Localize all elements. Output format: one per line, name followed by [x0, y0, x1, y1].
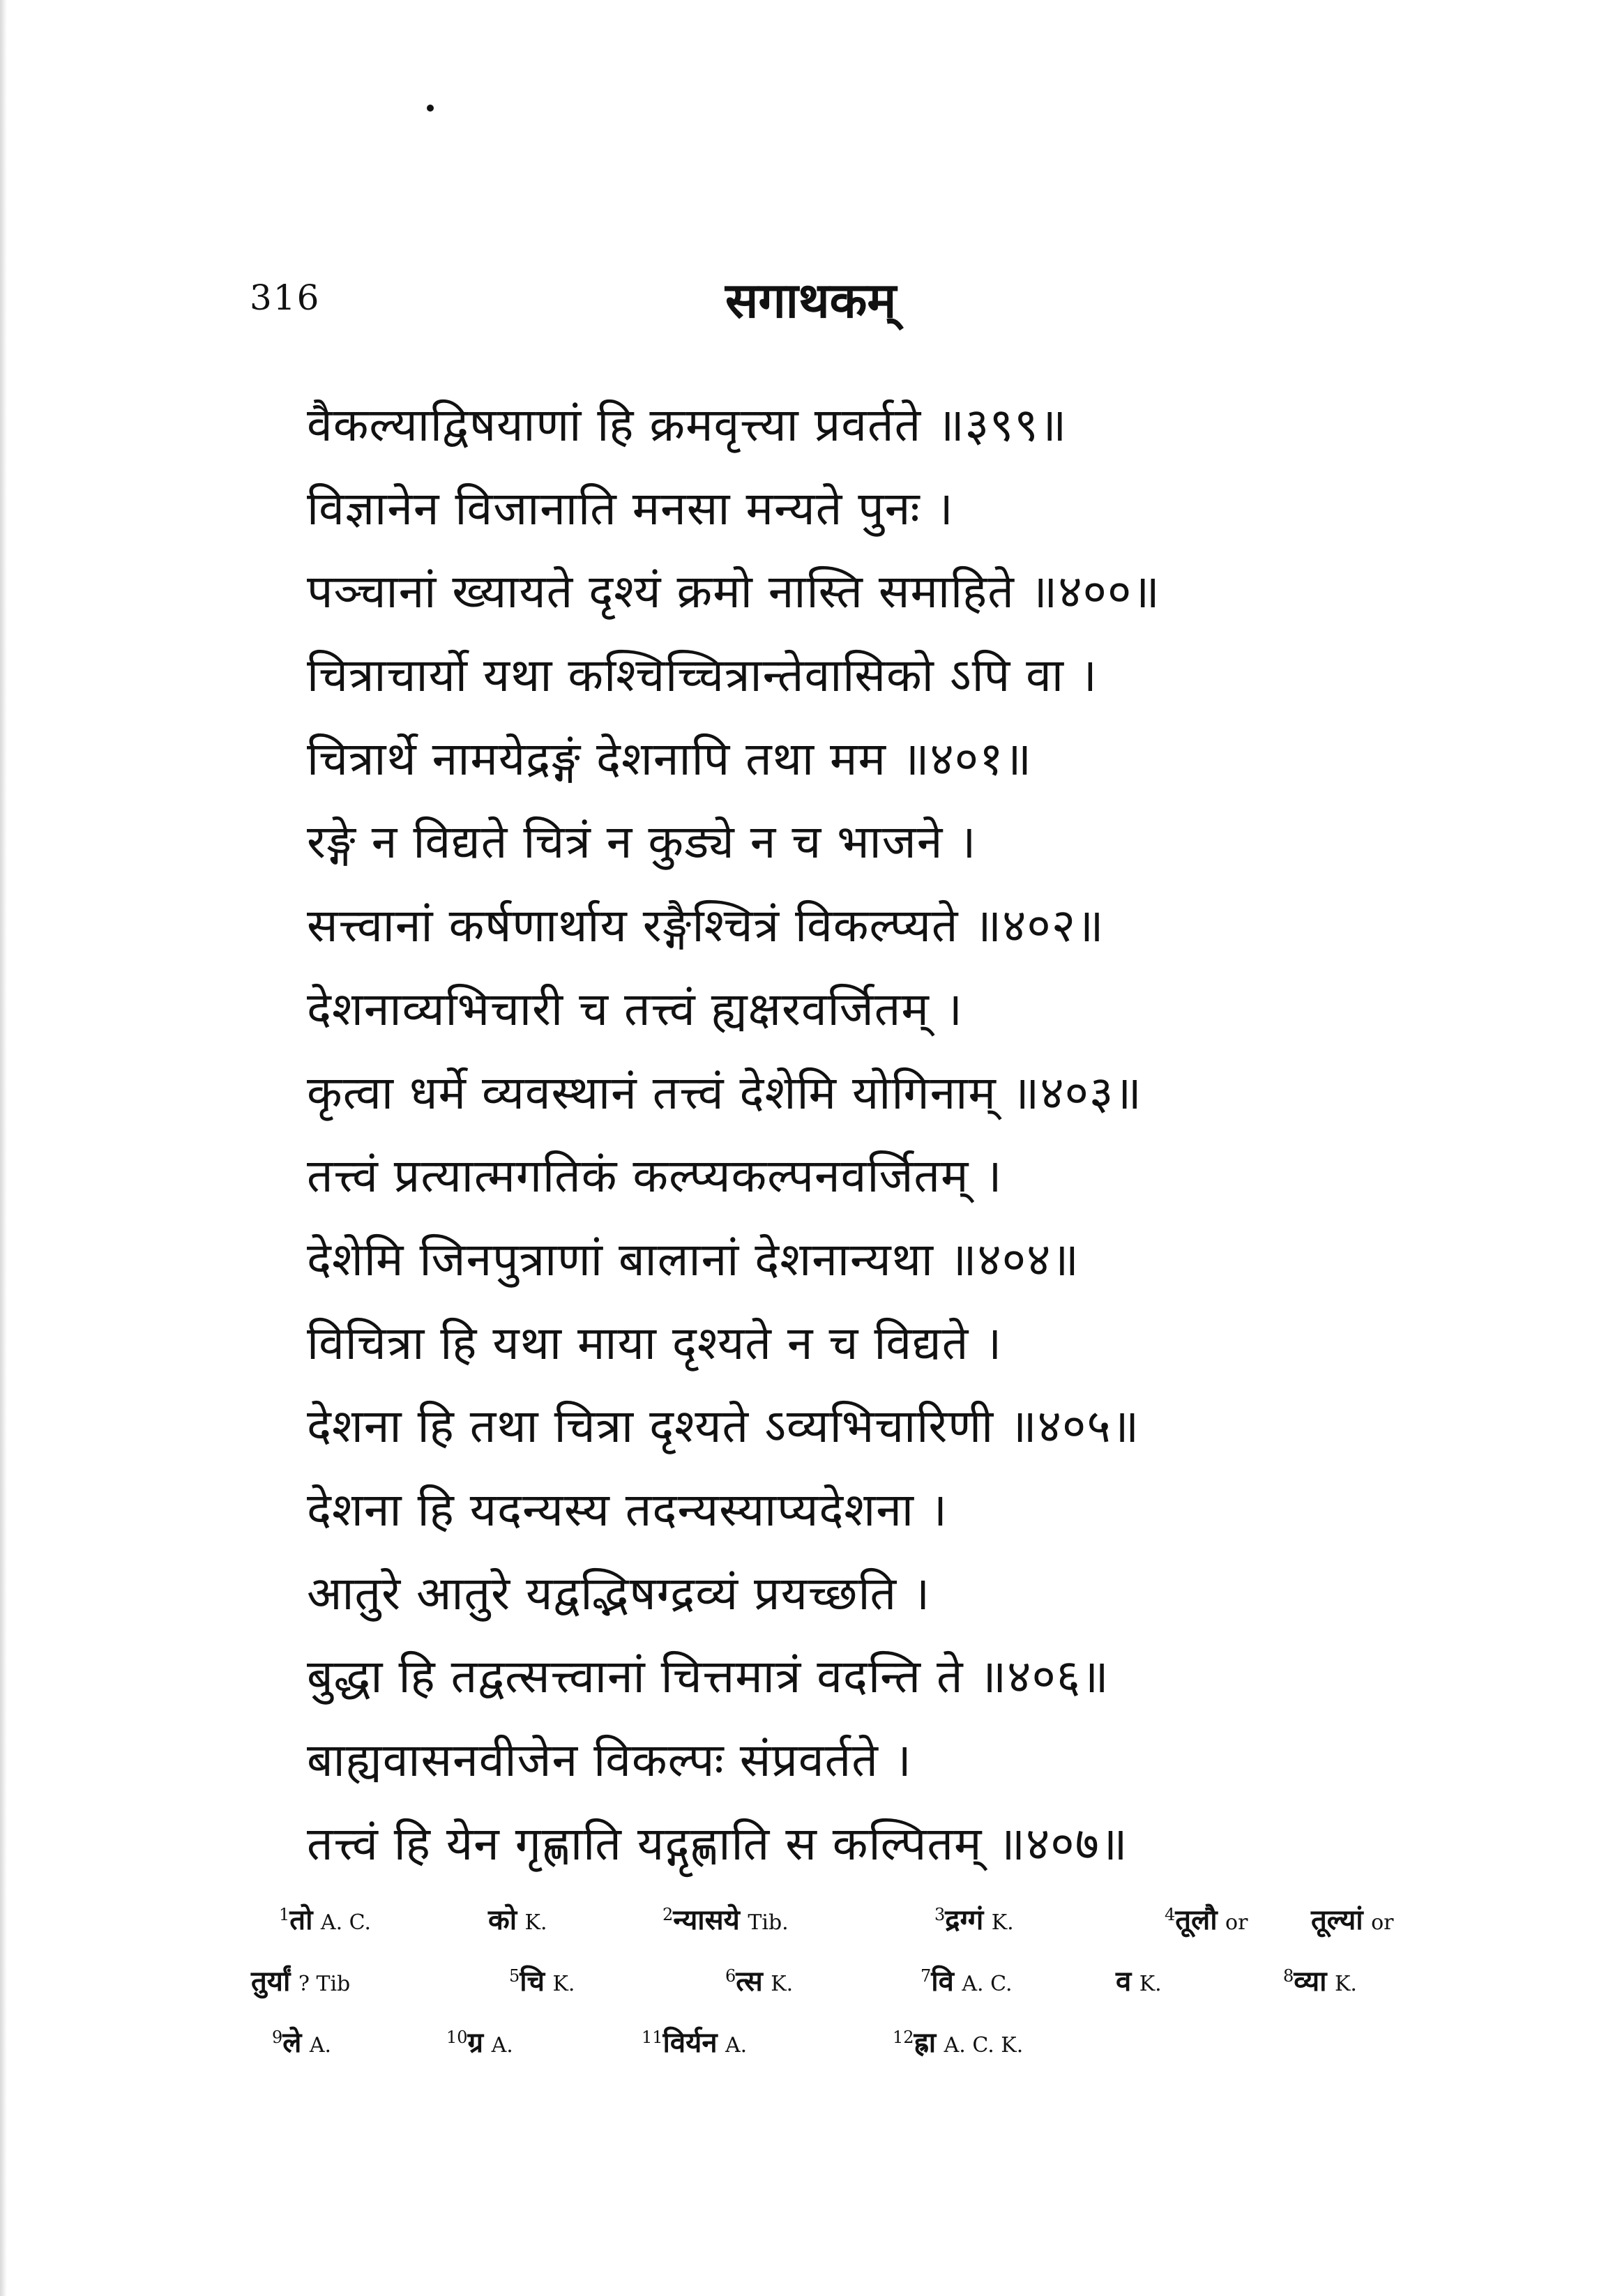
- footnote: को K.: [488, 1904, 547, 1936]
- footnote: $^7$वि A. C.: [921, 1966, 1013, 1998]
- verse-line: चित्रार्थे नामयेद्रङ्गं देशनापि तथा मम ॥४०१॥: [307, 731, 1032, 786]
- verse-line: सत्त्वानां कर्षणार्थाय रङ्गैश्चित्रं विकल्प्यते ॥४०२॥: [307, 899, 1105, 953]
- footnote: व K.: [1116, 1966, 1162, 1998]
- verse-line: रङ्गे न विद्यते चित्रं न कुड्ये न च भाजने ।: [307, 815, 977, 869]
- footnote-row: [251, 1890, 1437, 1951]
- footnote: $^2$न्यासये Tib.: [662, 1904, 789, 1936]
- page-number: 316: [250, 278, 321, 318]
- scan-speck: [427, 105, 434, 112]
- verse-line: चित्राचार्यो यथा कश्चिच्चित्रान्तेवासिको ऽपि वा ।: [307, 648, 1098, 703]
- footnote: $^1$तो A. C.: [279, 1904, 372, 1936]
- verse-line: देशना हि यदन्यस्य तदन्यस्याप्यदेशना ।: [307, 1482, 948, 1537]
- verse-line: बाह्यवासनवीजेन विकल्पः संप्रवर्तते ।: [307, 1733, 912, 1787]
- footnote: तूल्यां or: [1311, 1904, 1394, 1936]
- verse-line: पञ्चानां ख्यायते दृश्यं क्रमो नास्ति समाहिते ॥४००॥: [307, 565, 1160, 619]
- verse-line: विज्ञानेन विजानाति मनसा मन्यते पुनः ।: [307, 481, 954, 535]
- verse-block: [307, 383, 1492, 1885]
- verse-line: तत्त्वं प्रत्यात्मगतिकं कल्प्यकल्पनवर्जितम् ।: [307, 1149, 1003, 1203]
- footnote: $^6$त्स K.: [725, 1966, 794, 1998]
- footnote: $^{10}$ग्र A.: [446, 2027, 513, 2059]
- footnote-row: [251, 2012, 1437, 2074]
- footnote: $^8$व्या K.: [1283, 1966, 1357, 1998]
- footnote: $^{11}$विर्यन A.: [642, 2027, 748, 2059]
- verse-line: बुद्धा हि तद्वत्सत्त्वानां चित्तमात्रं वदन्ति ते ॥४०६॥: [307, 1650, 1109, 1704]
- scan-edge-shadow: [0, 0, 7, 2296]
- footnote: $^9$ले A.: [272, 2027, 332, 2059]
- footnote: $^{12}$ह्रा A. C. K.: [893, 2027, 1024, 2059]
- verse-line: कृत्वा धर्मे व्यवस्थानं तत्त्वं देशेमि योगिनाम् ॥४०३॥: [307, 1065, 1142, 1120]
- footnotes: [251, 1890, 1437, 2074]
- footnote: $^5$चि K.: [509, 1966, 575, 1998]
- verse-line: देशना हि तथा चित्रा दृश्यते ऽव्यभिचारिणी ॥४०५॥: [307, 1399, 1140, 1454]
- footnote-row: [251, 1951, 1437, 2012]
- verse-line: वैकल्याद्विषयाणां हि क्रमवृत्त्या प्रवर्तते ॥३९९॥: [307, 398, 1068, 452]
- verse-line: विचित्रा हि यथा माया दृश्यते न च विद्यते ।: [307, 1316, 1003, 1370]
- footnote: तुर्यां ? Tib: [251, 1966, 351, 1998]
- footnote: $^3$द्रग्गं K.: [934, 1904, 1014, 1936]
- verse-line: देशेमि जिनपुत्राणां बालानां देशनान्यथा ॥४०४॥: [307, 1232, 1079, 1286]
- verse-line: आतुरे आतुरे यद्वद्भिषग्द्रव्यं प्रयच्छति ।: [307, 1566, 931, 1620]
- running-title: सगाथकम्: [725, 272, 897, 329]
- verse-line: देशनाव्यभिचारी च तत्त्वं ह्यक्षरवर्जितम् ।: [307, 982, 963, 1036]
- footnote: $^4$तूलौ or: [1165, 1904, 1248, 1936]
- verse-line: तत्त्वं हि येन गृह्णाति यद्गृह्णाति स कल्पितम् ॥४०७॥: [307, 1816, 1128, 1871]
